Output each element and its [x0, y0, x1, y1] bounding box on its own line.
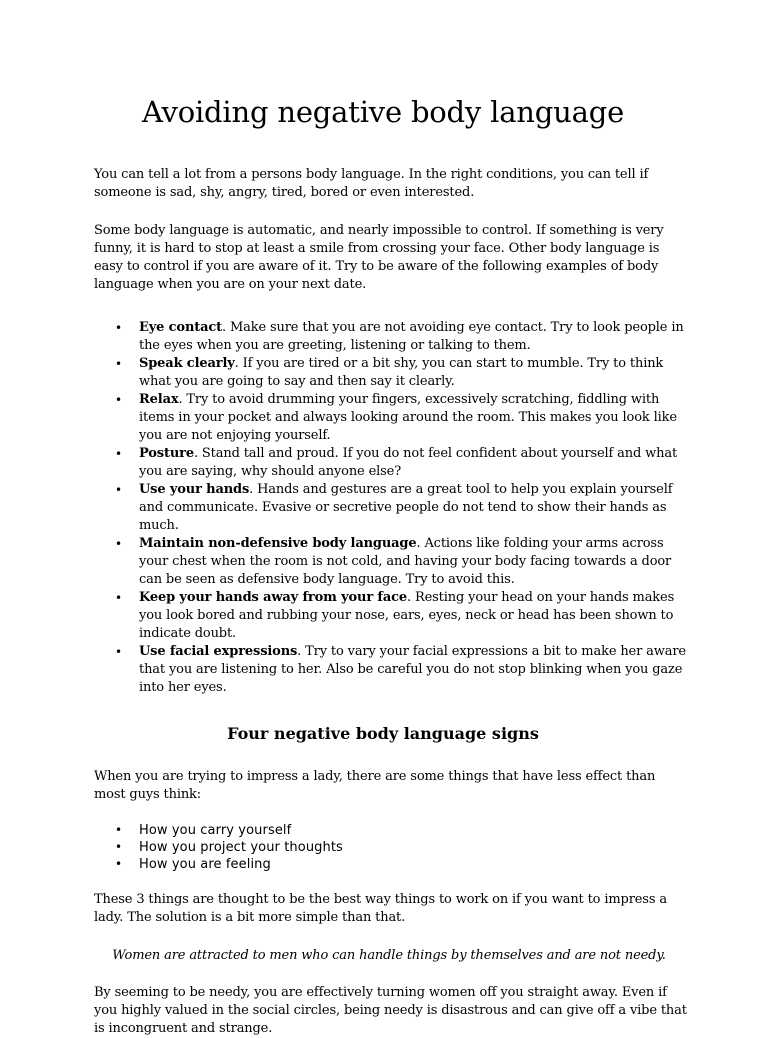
tip-text: . Try to avoid drumming your fingers, excessively scratching, fiddling with items in your pocket and always looking around the room. This makes you look like you are not enjoying yourself.: [139, 392, 677, 443]
list-item: [94, 445, 688, 481]
page-title: Avoiding negative body language: [141, 95, 625, 129]
tip-text: . Make sure that you are not avoiding eye contact. Try to look people in the eyes when you are greeting, listening or talking to them.: [139, 320, 684, 353]
bullet-icon: •: [115, 393, 122, 407]
list-item: [94, 391, 688, 445]
pull-quote: Women are attracted to men who can handle things by themselves and are not needy.: [112, 948, 666, 963]
list-item: [94, 355, 688, 391]
after-list-paragraph: These 3 things are thought to be the best way things to work on if you want to impress a lady. The solution is a bit more simple than that.: [94, 892, 667, 925]
intro-paragraph-1: You can tell a lot from a persons body language. In the right conditions, you can tell if someone is sad, shy, angry, tired, bored or even interested.: [94, 167, 649, 200]
body-language-tips-list: [94, 319, 688, 697]
bullet-icon: •: [115, 537, 122, 551]
sign-text: How you are feeling: [139, 857, 271, 872]
list-item: [94, 589, 688, 643]
sign-text: How you carry yourself: [139, 823, 292, 838]
section-heading: Four negative body language signs: [227, 724, 539, 743]
tip-text: . Hands and gestures are a great tool to help you explain yourself and communicate. Evasive or secretive people do not tend to show their hands as much.: [139, 482, 673, 533]
sign-text: How you project your thoughts: [139, 840, 343, 855]
bullet-icon: •: [115, 447, 122, 461]
tip-text: . Stand tall and proud. If you do not feel confident about yourself and what you are saying, why should anyone else?: [139, 446, 678, 479]
list-item: [94, 319, 688, 355]
bullet-icon: •: [115, 357, 122, 371]
tip-text: . Resting your head on your hands makes you look bored and rubbing your nose, ears, eyes, neck or head has been shown to indicate doubt.: [139, 590, 675, 641]
bullet-icon: •: [115, 591, 122, 605]
bullet-icon: •: [115, 645, 122, 659]
bullet-icon: •: [115, 823, 123, 837]
tip-term: Use your hands: [139, 482, 250, 497]
tip-term: Maintain non-defensive body language: [139, 536, 417, 551]
closing-paragraph: By seeming to be needy, you are effectively turning women off you straight away. Even if you highly valued in the social circles, being needy is disastrous and can give off a vibe that is incongruent and strange.: [94, 985, 687, 1036]
tip-term: Speak clearly: [139, 356, 235, 371]
section-lead-paragraph: When you are trying to impress a lady, there are some things that have less effect than most guys think:: [94, 769, 656, 802]
tip-text: . Try to vary your facial expressions a bit to make her aware that you are listening to her. Also be careful you do not stop blinking when you gaze into her eyes.: [139, 644, 686, 695]
tip-term: Keep your hands away from your face: [139, 590, 407, 605]
tip-term: Relax: [139, 392, 179, 407]
negative-signs-list: [94, 822, 688, 873]
bullet-icon: •: [115, 857, 123, 871]
list-item: [94, 839, 688, 856]
tip-text: . Actions like folding your arms across your chest when the room is not cold, and having your body facing towards a door can be seen as defensive body language. Try to avoid this.: [139, 536, 672, 587]
tip-text: . If you are tired or a bit shy, you can start to mumble. Try to think what you are going to say and then say it clearly.: [139, 356, 664, 389]
bullet-icon: •: [115, 321, 122, 335]
intro-paragraph-2: Some body language is automatic, and nearly impossible to control. If something is very funny, it is hard to stop at least a smile from crossing your face. Other body language is easy to control if you are aware of it. Try to be aware of the following examples of body language when you are on your next date.: [94, 223, 664, 292]
list-item: [94, 535, 688, 589]
bullet-icon: •: [115, 483, 122, 497]
tip-term: Eye contact: [139, 320, 222, 335]
list-item: [94, 643, 688, 697]
list-item: [94, 481, 688, 535]
tip-term: Use facial expressions: [139, 644, 298, 659]
bullet-icon: •: [115, 840, 123, 854]
tip-term: Posture: [139, 446, 194, 461]
list-item: [94, 822, 688, 839]
list-item: [94, 856, 688, 873]
